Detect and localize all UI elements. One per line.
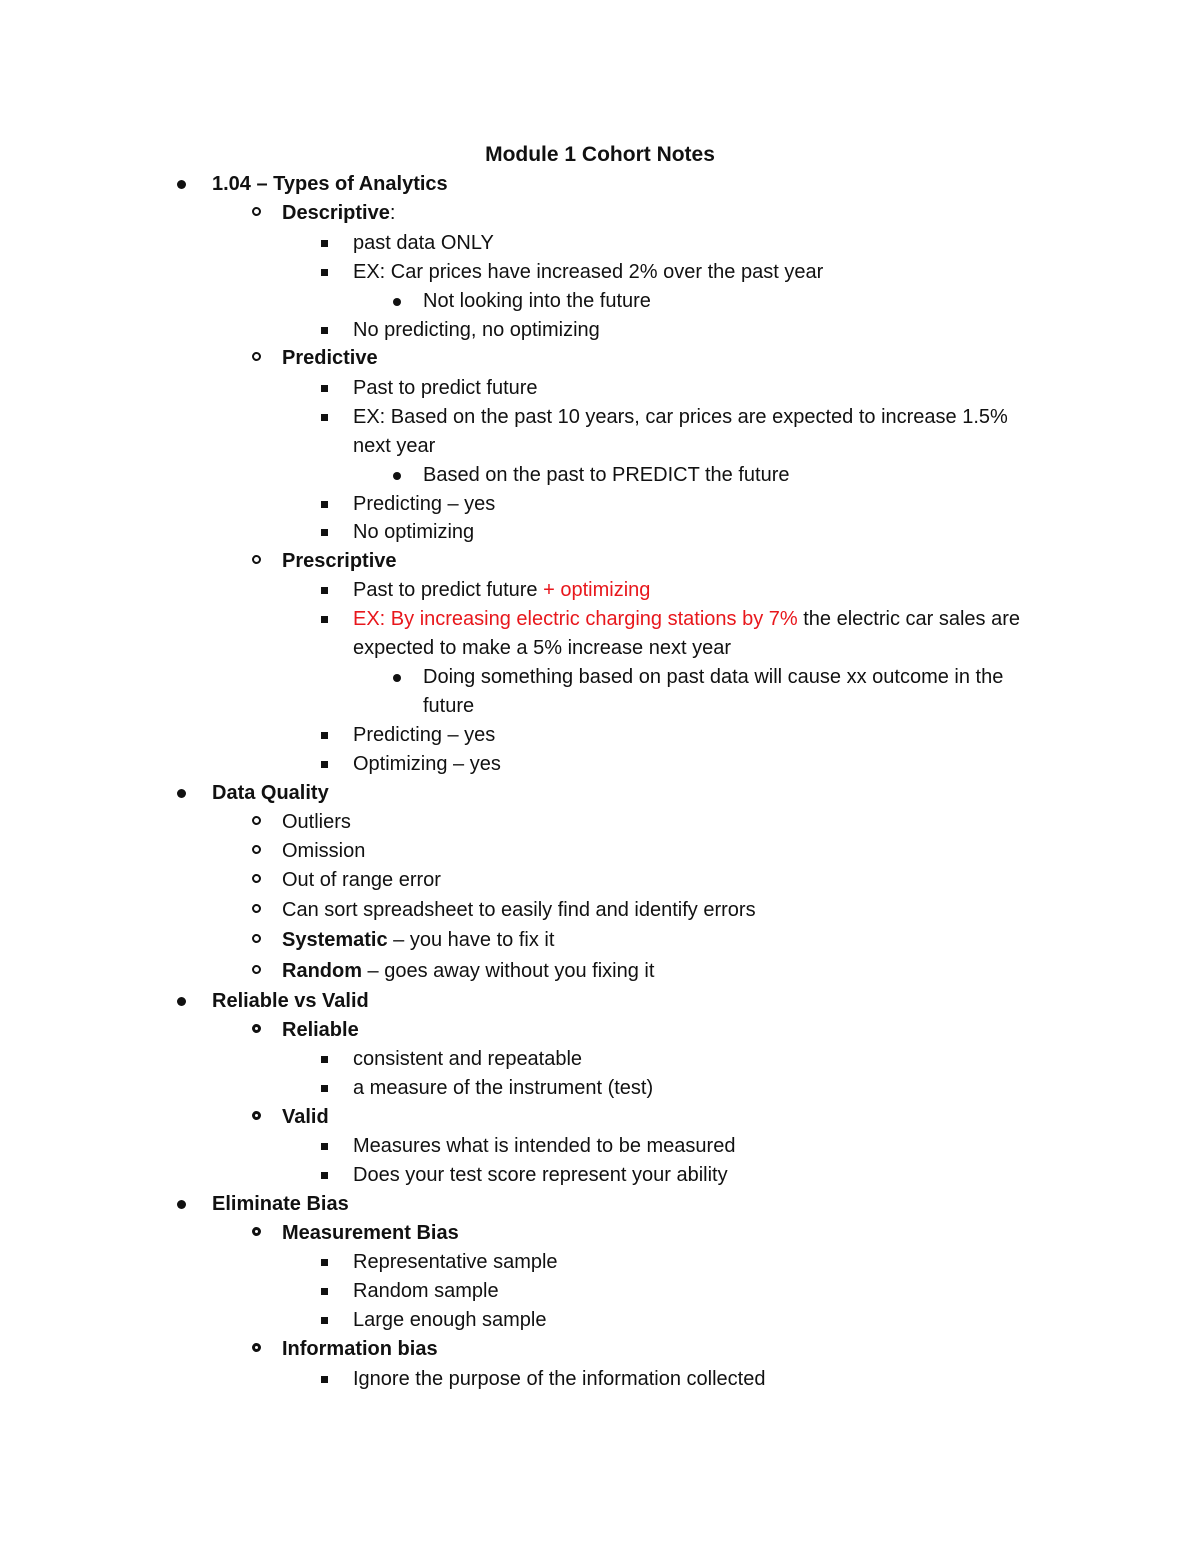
outline-item-level-1 [282,1016,359,1044]
outline-item-text: Predictive [282,347,378,369]
outline-item-text: the electric car sales are [797,608,1020,630]
square-bullet-icon [321,327,328,334]
outline-item-level-0 [212,987,369,1015]
square-bullet-icon [321,501,328,508]
outline-item-level-3 [423,692,474,720]
outline-item-text: EX: By increasing electric charging stations by 7% [353,608,798,630]
square-bullet-icon [321,1288,328,1295]
outline-item-text: Representative sample [353,1251,558,1273]
square-bullet-icon [321,1172,328,1179]
outline-item-level-2 [353,576,650,604]
outline-item-level-1 [282,1219,459,1247]
outline-item-level-1 [282,547,397,575]
outline-item-text: Optimizing – yes [353,753,501,775]
outline-item-text: Past to predict future [353,377,538,399]
square-bullet-icon [321,414,328,421]
hollow-circle-bullet-icon [252,904,261,913]
outline-item-level-2 [353,1248,558,1276]
outline-item-text: Random sample [353,1280,499,1302]
outline-item-level-2 [353,634,731,662]
outline-item-text: Random [282,960,362,982]
outline-item-text: Reliable vs Valid [212,990,369,1012]
filled-circle-bullet-icon [177,789,186,798]
filled-circle-bullet-icon [393,472,401,480]
outline-item-text: Does your test score represent your ability [353,1164,728,1186]
outline-item-text: Predicting – yes [353,493,496,515]
outline-item-text: Prescriptive [282,550,397,572]
square-bullet-icon [321,732,328,739]
outline-item-level-3 [423,287,651,315]
outline-item-text: Reliable [282,1019,359,1041]
outline-item-level-2 [353,258,823,286]
square-bullet-icon [321,1085,328,1092]
outline-item-text: past data ONLY [353,232,494,254]
outline-item-level-2 [353,374,538,402]
outline-item-level-2 [353,721,495,749]
square-bullet-icon [321,587,328,594]
outline-item-level-2 [353,432,435,460]
outline-item-text: Descriptive [282,202,390,224]
square-bullet-icon [321,1056,328,1063]
hollow-circle-bullet-icon [252,352,261,361]
outline-item-text: a measure of the instrument (test) [353,1077,654,1099]
outline-item-text: Past to predict future [353,579,544,601]
filled-circle-bullet-icon [177,997,186,1006]
hollow-circle-bullet-icon [252,965,261,974]
outline-item-text: next year [353,435,436,457]
outline-item-level-1 [282,896,756,924]
outline-item-level-2 [353,1277,499,1305]
outline-item-text: Based on the past to PREDICT the future [423,464,790,486]
outline-item-level-2 [353,1045,582,1073]
square-bullet-icon [321,529,328,536]
outline-item-level-2 [353,490,495,518]
outline-item-text: 1.04 – Types of Analytics [212,173,448,195]
filled-circle-bullet-icon [393,298,401,306]
outline-item-text: No predicting, no optimizing [353,319,600,341]
outline-item-text: Omission [282,840,366,862]
outline-item-level-2 [353,518,474,546]
hollow-circle-bullet-icon [252,934,261,943]
square-bullet-icon [321,269,328,276]
square-bullet-icon [321,240,328,247]
square-bullet-icon [321,385,328,392]
outline-item-level-3 [423,663,1003,691]
outline-item-level-1 [282,808,351,836]
outline-item-text: Predicting – yes [353,724,496,746]
hollow-circle-bullet-icon [252,555,261,564]
hollow-circle-bullet-icon [252,1024,261,1033]
outline-item-text: Measures what is intended to be measured [353,1135,736,1157]
outline-item-text: consistent and repeatable [353,1048,583,1070]
outline-item-text: : [389,202,396,224]
outline-item-text: future [423,695,475,717]
outline-item-text: Can sort spreadsheet to easily find and identify errors [282,899,756,921]
outline-item-level-2 [353,316,600,344]
outline-item-text: Data Quality [212,782,329,804]
outline-item-level-2 [353,605,1020,633]
square-bullet-icon [321,1376,328,1383]
outline-item-text: EX: Based on the past 10 years, car prices are expected to increase 1.5% [353,406,1008,428]
outline-item-level-1 [282,199,395,227]
outline-item-text: No optimizing [353,521,475,543]
outline-item-text: Systematic [282,929,388,951]
square-bullet-icon [321,1143,328,1150]
hollow-circle-bullet-icon [252,1227,261,1236]
hollow-circle-bullet-icon [252,845,261,854]
outline-item-level-2 [353,229,494,257]
outline-item-text: Out of range error [282,869,441,891]
outline-item-level-1 [282,344,378,372]
outline-item-level-2 [353,1161,728,1189]
outline-item-text: Doing something based on past data will cause xx outcome in the [423,666,1004,688]
outline-item-level-2 [353,1306,546,1334]
outline-item-text: Measurement Bias [282,1222,459,1244]
outline-item-level-2 [353,1365,765,1393]
filled-circle-bullet-icon [177,180,186,189]
outline-item-level-3 [423,461,790,489]
outline-item-level-1 [282,957,654,985]
square-bullet-icon [321,1259,328,1266]
hollow-circle-bullet-icon [252,207,261,216]
hollow-circle-bullet-icon [252,874,261,883]
outline-item-level-2 [353,750,501,778]
document-title: Module 1 Cohort Notes [485,143,715,166]
square-bullet-icon [321,616,328,623]
hollow-circle-bullet-icon [252,816,261,825]
outline-item-level-1 [282,926,554,954]
outline-item-text: Information bias [282,1338,438,1360]
square-bullet-icon [321,761,328,768]
outline-item-level-2 [353,1132,735,1160]
outline-item-level-1 [282,866,441,894]
square-bullet-icon [321,1317,328,1324]
outline-item-level-1 [282,1335,438,1363]
outline-item-text: + optimizing [543,579,651,601]
outline-item-text: expected to make a 5% increase next year [353,637,731,659]
outline-item-level-2 [353,403,1008,431]
outline-item-text: Valid [282,1106,329,1128]
outline-item-text: – goes away without you fixing it [362,960,655,982]
outline-item-text: EX: Car prices have increased 2% over the past year [353,261,824,283]
outline-item-text: – you have to fix it [387,929,555,951]
outline-item-text: Outliers [282,811,351,833]
outline-item-level-2 [353,1074,653,1102]
outline-item-text: Eliminate Bias [212,1193,349,1215]
outline-item-level-0 [212,170,448,198]
outline-item-level-1 [282,837,365,865]
outline-item-level-0 [212,779,329,807]
filled-circle-bullet-icon [393,674,401,682]
outline-item-text: Large enough sample [353,1309,547,1331]
filled-circle-bullet-icon [177,1200,186,1209]
outline-item-text: Not looking into the future [423,290,651,312]
outline-item-level-1 [282,1103,329,1131]
outline-item-text: Ignore the purpose of the information collected [353,1368,766,1390]
hollow-circle-bullet-icon [252,1111,261,1120]
hollow-circle-bullet-icon [252,1343,261,1352]
outline-item-level-0 [212,1190,349,1218]
